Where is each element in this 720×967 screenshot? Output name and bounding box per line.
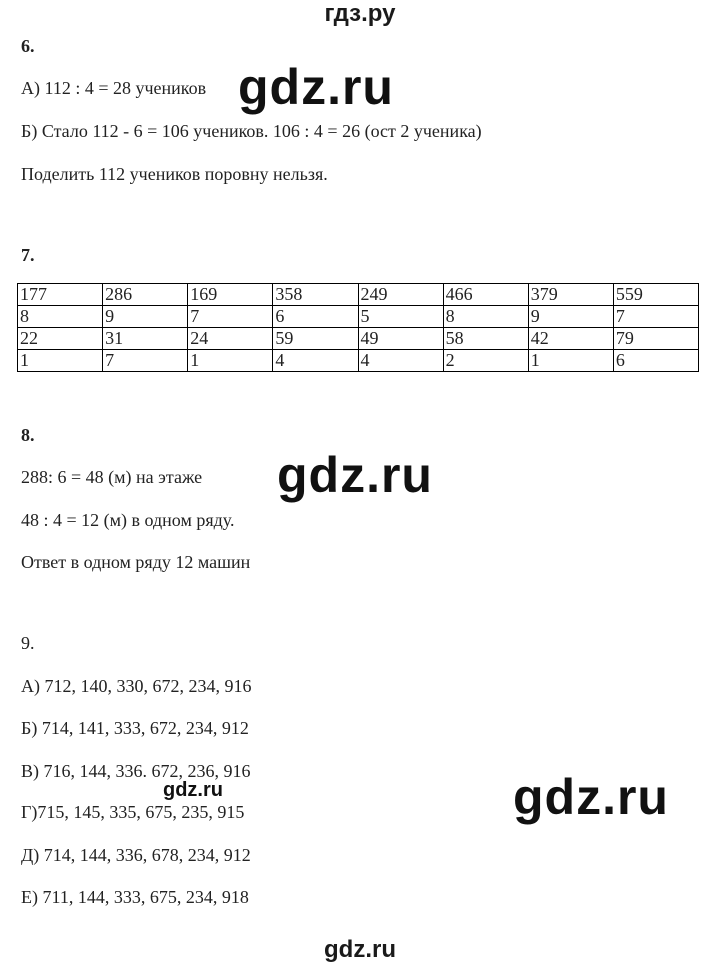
task-7-number: 7. (21, 245, 35, 265)
table-cell: 2 (443, 350, 528, 372)
table-cell: 1 (188, 350, 273, 372)
task-8-line-2: 48 : 4 = 12 (м) в одном ряду. (21, 510, 235, 530)
table-cell: 6 (613, 350, 698, 372)
task-7-table (17, 283, 699, 372)
task-9-line-e: Е) 711, 144, 333, 675, 234, 918 (21, 887, 249, 907)
site-brand-header: гдз.ру (324, 0, 396, 27)
task-6-number: 6. (21, 36, 35, 56)
task-6-line-a: А) 112 : 4 = 28 учеников (21, 78, 207, 98)
table-cell: 286 (103, 284, 188, 306)
table-cell: 22 (18, 328, 103, 350)
table-row (18, 306, 699, 328)
site-brand-footer: gdz.ru (324, 936, 396, 963)
task-9-line-b: Б) 714, 141, 333, 672, 234, 912 (21, 718, 249, 738)
watermark: gdz.ru (163, 779, 223, 801)
table-cell: 79 (613, 328, 698, 350)
task-8-number: 8. (21, 425, 35, 445)
table-cell: 8 (443, 306, 528, 328)
watermark: gdz.ru (277, 447, 433, 503)
task-9-line-d: Д) 714, 144, 336, 678, 234, 912 (21, 845, 251, 865)
task-9-number: 9. (21, 633, 35, 653)
table-cell: 5 (358, 306, 443, 328)
task-9-line-v: В) 716, 144, 336. 672, 236, 916 (21, 761, 251, 781)
table-cell: 6 (273, 306, 358, 328)
table-cell: 49 (358, 328, 443, 350)
table-row (18, 350, 699, 372)
table-cell: 177 (18, 284, 103, 306)
table-cell: 7 (188, 306, 273, 328)
table-cell: 24 (188, 328, 273, 350)
task-8-line-1: 288: 6 = 48 (м) на этаже (21, 467, 203, 487)
table-cell: 379 (528, 284, 613, 306)
task-9-line-g: Г)715, 145, 335, 675, 235, 915 (21, 802, 245, 822)
watermark: gdz.ru (238, 59, 394, 115)
table-cell: 559 (613, 284, 698, 306)
table-cell: 358 (273, 284, 358, 306)
table-cell: 7 (613, 306, 698, 328)
table-cell: 169 (188, 284, 273, 306)
table-cell: 9 (103, 306, 188, 328)
table-cell: 1 (18, 350, 103, 372)
table-cell: 9 (528, 306, 613, 328)
task-8-answer: Ответ в одном ряду 12 машин (21, 552, 251, 572)
watermark: gdz.ru (513, 769, 669, 825)
table-row (18, 328, 699, 350)
table-cell: 249 (358, 284, 443, 306)
table-cell: 8 (18, 306, 103, 328)
table-row (18, 284, 699, 306)
task-6-conclusion: Поделить 112 учеников поровну нельзя. (21, 164, 328, 184)
table-cell: 59 (273, 328, 358, 350)
task-6-line-b: Б) Стало 112 - 6 = 106 учеников. 106 : 4 = 26 (ост 2 ученика) (21, 121, 482, 141)
table-cell: 31 (103, 328, 188, 350)
table-cell: 42 (528, 328, 613, 350)
table-cell: 4 (273, 350, 358, 372)
table-cell: 4 (358, 350, 443, 372)
table-cell: 466 (443, 284, 528, 306)
table-cell: 58 (443, 328, 528, 350)
table-cell: 7 (103, 350, 188, 372)
table-cell: 1 (528, 350, 613, 372)
task-9-line-a: А) 712, 140, 330, 672, 234, 916 (21, 676, 252, 696)
